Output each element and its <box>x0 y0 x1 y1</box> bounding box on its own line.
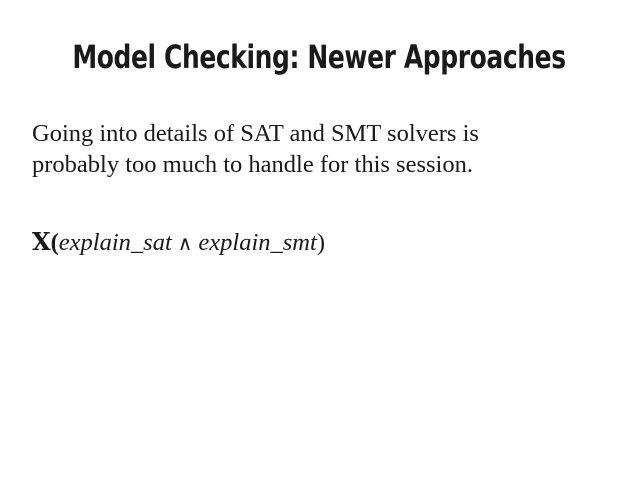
body-line-2: probably too much to handle for this session. <box>32 151 473 178</box>
slide-title: Model Checking: Newer Approaches <box>72 38 566 76</box>
ltl-formula <box>32 226 325 259</box>
conjunction-symbol: ∧ <box>177 231 193 255</box>
body-paragraph <box>32 118 622 180</box>
close-paren: ) <box>316 229 325 256</box>
left-variable: explain_sat <box>58 229 172 256</box>
open-paren: ( <box>50 229 59 256</box>
next-operator: X <box>32 227 51 256</box>
body-line-1: Going into details of SAT and SMT solvers is <box>32 120 479 147</box>
right-variable: explain_smt <box>198 229 317 256</box>
